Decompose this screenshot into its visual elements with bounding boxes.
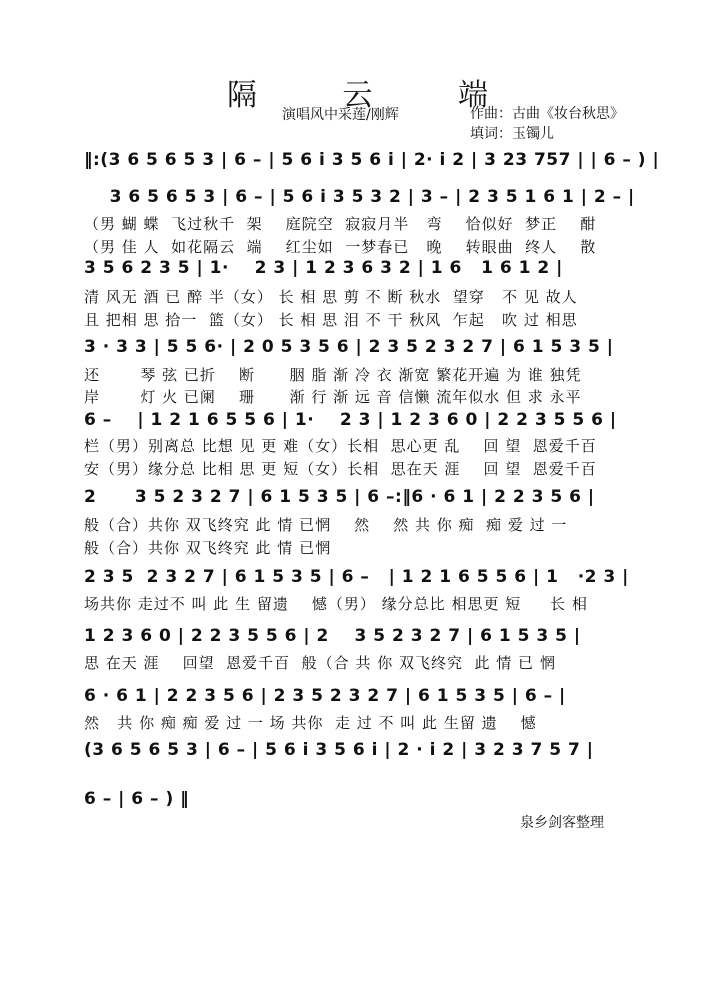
lyric-line-9: 然 共 你 痴 痴 爱 过 一 场 共你 走 过 不 叫 此 生留 遗 憾: [84, 714, 537, 732]
lyric-line-8: 思 在天 涯 回望 恩爱千百 般（合 共 你 双飞终究 此 情 已 惘: [84, 654, 556, 672]
notation-line-10: (3 6 5 6 5 3 | 6 – | 5 6 i 3 5 6 i | 2 · i 2 | 3 2 3 7 5 7 |: [84, 740, 594, 760]
notation-line-8: 1 2 3 6 0 | 2 2 3 5 5 6 | 2 3 5 2 3 2 7 | 6 1 5 3 5 |: [84, 626, 581, 646]
title-char-2: 云: [342, 78, 373, 113]
lyricist-credit: 填词：玉镯儿: [470, 126, 554, 142]
notation-line-11: 6 – | 6 – ) ‖: [84, 789, 190, 809]
notation-line-7: 2 3 5 2 3 2 7 | 6 1 5 3 5 | 6 – | 1 2 1 6 5 5 6 | 1 ·2 3 |: [84, 567, 629, 587]
lyric-line-3b: 且 把相 思 拾一 篮（女） 长 相 思 泪 不 干 秋风 乍起 吹 过 相思: [84, 311, 578, 329]
lyric-line-4b: 岸 灯 火 已阑 珊 渐 行 渐 远 音 信懒 流年似水 但 求 永平: [84, 388, 582, 406]
title-char-3: 端: [458, 78, 489, 113]
notation-line-9: 6 · 6 1 | 2 2 3 5 6 | 2 3 5 2 3 2 7 | 6 1 5 3 5 | 6 – |: [84, 686, 566, 706]
lyric-line-6a: 般（合）共你 双飞终究 此 情 已惘 然 然 共 你 痴 痴 爱 过 一: [84, 516, 568, 534]
title-char-1: 隔: [226, 78, 257, 113]
notation-line-5: 6 – | 1 2 1 6 5 5 6 | 1· 2 3 | 1 2 3 6 0 | 2 2 3 5 5 6 |: [84, 410, 617, 430]
notation-line-2: 3 6 5 6 5 3 | 6 – | 5 6 i 3 5 3 2 | 3 – | 2 3 5 1 6 1 | 2 – |: [84, 187, 635, 207]
notation-line-6: 2 3 5 2 3 2 7 | 6 1 5 3 5 | 6 –:‖6 · 6 1 | 2 2 3 5 6 |: [84, 487, 595, 507]
arranger-credit: 泉乡剑客整理: [520, 815, 604, 831]
notation-line-3: 3 5 6 2 3 5 | 1· 2 3 | 1 2 3 6 3 2 | 1 6 1 6 1 2 |: [84, 258, 563, 278]
lyric-line-5b: 安（男）缘分总 比相 思 更 短（女）长相 思在天 涯 回 望 恩爱千百: [84, 460, 597, 478]
lyric-line-2a: （男 蝴 蝶 飞过秋千 架 庭院空 寂寂月半 弯 恰似好 梦正 酣: [84, 215, 597, 233]
notation-line-1: ‖:(3 6 5 6 5 3 | 6 – | 5 6 i 3 5 6 i | 2· i 2 | 3 23 757 | | 6 – ) |: [84, 150, 660, 170]
lyric-line-5a: 栏（男）别离总 比想 见 更 难（女）长相 思心更 乱 回 望 恩爱千百: [84, 437, 597, 455]
composer-lyricist-credits: [470, 104, 624, 144]
lyric-line-3a: 清 风无 酒 已 醉 半（女） 长 相 思 剪 不 断 秋水 望穿 不 见 故人: [84, 288, 578, 306]
composer-credit: 作曲：古曲《妆台秋思》: [470, 106, 624, 122]
lyric-line-7: 场共你 走过不 叫 此 生 留遗 憾（男） 缘分总比 相思更 短 长 相: [84, 595, 588, 613]
lyric-line-6b: 般（合）共你 双飞终究 此 情 已惘: [84, 539, 332, 557]
notation-line-4: 3 · 3 3 | 5 5 6· | 2 0 5 3 5 6 | 2 3 5 2 3 2 7 | 6 1 5 3 5 |: [84, 337, 614, 357]
singer-credit: 演唱风中采莲/刚辉: [282, 107, 399, 123]
lyric-line-2b: （男 佳 人 如花隔云 端 红尘如 一梦春已 晚 转眼曲 终人 散: [84, 238, 597, 256]
lyric-line-4a: 还 琴 弦 已折 断 胭 脂 渐 冷 衣 渐宽 繁花开遍 为 谁 独凭: [84, 366, 582, 384]
